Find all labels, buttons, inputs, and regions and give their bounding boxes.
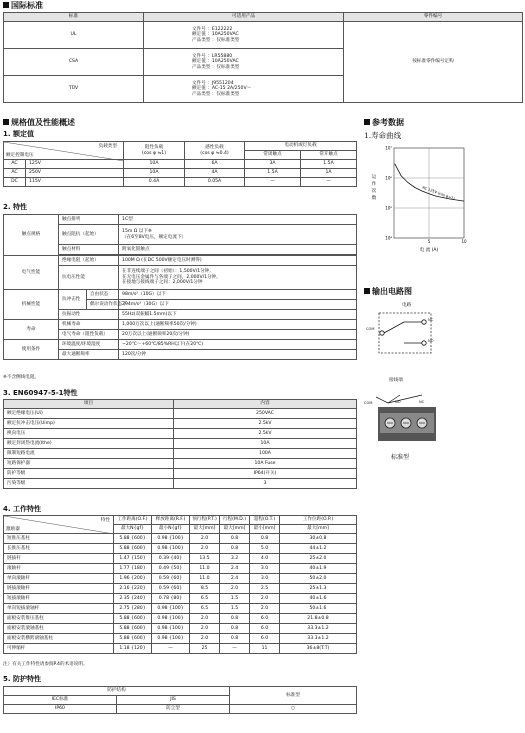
op-value: 50±1.6	[280, 604, 357, 614]
op-value: 0.98 {100}	[152, 614, 190, 624]
op-value: —	[152, 644, 190, 654]
life-curve-subtitle: 1.寿命曲线	[364, 131, 402, 140]
diagonal-line	[4, 516, 114, 534]
circuit-label: 电路	[402, 303, 412, 308]
motor-lamp-header: 电动机或灯负载	[245, 142, 357, 151]
op-value: 1.5	[220, 594, 250, 604]
y-axis-label: 数	[371, 196, 377, 201]
op-value: 2.0	[190, 534, 220, 544]
op-value: 25±1.3	[280, 584, 357, 594]
part-number-note: 按标准零件编号定购	[344, 22, 523, 103]
op-value: 0.8	[220, 634, 250, 644]
table-row	[4, 644, 357, 654]
actuator-name: 短推压基柱	[4, 534, 114, 544]
char-note: ※不含侧线电阻。	[3, 375, 40, 380]
standard-detail: 文件号 ：LR55880 额定值 ：10A250VAC 产品类型 ：仅标准类型	[144, 49, 344, 76]
com-terminal-label: COM	[366, 327, 375, 331]
square-bullet-icon	[364, 288, 370, 294]
op-value: 5.88 {600}	[114, 534, 152, 544]
op-value: 1.47 {150}	[114, 554, 152, 564]
terminal-no-label: NO	[395, 400, 401, 404]
op-value: 2.0	[250, 604, 280, 614]
op-value: 3.2	[220, 554, 250, 564]
y-tick-label: 10⁷	[385, 145, 392, 151]
op-value: 40±1.6	[280, 594, 357, 604]
table-header: 标准	[4, 13, 144, 22]
op-value: 33.3±1.2	[280, 634, 357, 644]
characteristics-table: 触点规格 触点排列 1C型 触点阻抗（起始） 15m Ω 以下※ （在6至8V电压，额定电流下） 触点材料 附氧化银触点 电气性能 绝缘电阻（起始） 100M Ω (在DC 500V额定电压时测得) 抗电压性能 在非连续端子之间（初始）：1,500V/1分钟, 在无电压金属件与各端子之间，2,000V/1分钟, 在接地与接线端子之间：2,000V/1分钟 机械性能 抗冲击性 自由状态 98m/s²（10G）以下 偶尔误动作状态下 294m/s²（30G）以下 抗振动性 55Hz(双振幅1.5mm)以下 寿命 机械寿命 1,000万次以上(通断频率50次/分钟) 电气寿命（阻性负载） 20万次以上(通断频率20次/分钟) 使用条件 环境温度/环境湿度 −20℃～+60℃/85%RH以下(在20℃) 最大通断频率 120次/分钟	[3, 214, 357, 360]
op-value: 2.0	[190, 614, 220, 624]
op-value: 0.59 {60}	[152, 574, 190, 584]
nc-header: 常闭触点	[245, 151, 301, 160]
table-header: 零件编号	[344, 13, 523, 22]
op-value: 6.0	[250, 614, 280, 624]
op-value: 0.98 {100}	[152, 604, 190, 614]
op-value: 2.0	[190, 634, 220, 644]
op-value: 0.98 {100}	[152, 534, 190, 544]
table-row	[4, 604, 357, 614]
standard-detail: 文件号 ：E122222 额定值 ：10A250VAC 产品类型 ：仅标准类型	[144, 22, 344, 49]
op-value: 44±1.2	[280, 544, 357, 554]
op-value: 30±0.8	[280, 534, 357, 544]
op-value: 0.78 {80}	[152, 594, 190, 604]
op-value: 11	[250, 644, 280, 654]
op-value: 0.59 {60}	[152, 584, 190, 594]
table-row	[4, 554, 357, 564]
op-value: 2.4	[220, 564, 250, 574]
op-value: 13.5	[190, 554, 220, 564]
rating-corner: 负载类型 额定控制电压	[4, 142, 124, 160]
section-standards-title: 国际标准	[3, 1, 43, 10]
table-row	[4, 584, 357, 594]
standard-name: TÜV	[4, 76, 144, 103]
actuator-name: 滚轴杆	[4, 564, 114, 574]
actuator-name: 面板安装横跨滚轴基柱	[4, 634, 114, 644]
square-bullet-icon	[3, 2, 9, 8]
op-value: 3.0	[250, 564, 280, 574]
op-corner: 特性 激励器	[4, 516, 114, 534]
section-ref-title: 参考数据	[364, 118, 404, 127]
op-value: 0.8	[220, 614, 250, 624]
terminal-label: 接线端	[389, 378, 403, 383]
op-value: 2.0	[190, 544, 220, 554]
rating-table: 负载类型 额定控制电压 阻性负载 (cos φ ≒1) 感性负载 (cos φ ≒0.4) 电动机或灯负载 常闭触点 常开触点 AC 125V 10A 6A 3A 1.5A AC 250V 10A 4A 1.5A 1A DC 115V 0.4A 0.05A — —	[3, 141, 357, 187]
op-value: 2.0	[190, 624, 220, 634]
y-axis-label: 运	[371, 175, 377, 180]
en60947-table: 项目 内容 额定绝缘电压(Ui) 250VAC 额定抗冲击电压(Uimp) 2.5kV 换向电压 2.5kV 额定封闭热电流(Ithe) 10A 限制短路电流 100A 短路保护器 10A Fuse 防护等级 IP64(开关) 污染等级 3	[3, 399, 357, 489]
terminal-diagram	[362, 385, 442, 447]
prot-title: 5. 防护特性	[3, 675, 41, 683]
op-value: 0.39 {40}	[152, 554, 190, 564]
op-value: 1.96 {200}	[114, 574, 152, 584]
op-value: 0.8	[250, 534, 280, 544]
terminal-com-label: COM	[364, 401, 373, 405]
table-row	[4, 634, 357, 644]
op-value: 6.5	[190, 604, 220, 614]
op-value: 4.0	[250, 554, 280, 564]
table-row	[4, 614, 357, 624]
actuator-name: 链拔杆	[4, 554, 114, 564]
inductive-load-header: 感性负载 (cos φ ≒0.4)	[185, 142, 245, 160]
op-value: 2.0	[250, 594, 280, 604]
y-tick-label: 10⁴	[385, 235, 392, 241]
op-value: 36±8(T.T)	[280, 644, 357, 654]
en-title: 3. EN60947-5-1特性	[3, 389, 78, 397]
y-axis-label: 作	[371, 182, 377, 187]
char-title: 2. 特性	[3, 203, 27, 211]
x-axis-label: 电 流 (A)	[419, 248, 439, 253]
protection-table: 防护结构 标准型 IEC标准 JIS IP60 防尘型 ○	[3, 686, 357, 714]
life-curve-chart	[364, 140, 474, 262]
y-tick-label: 10⁵	[385, 205, 392, 211]
section-spec-title: 规格值及性能概述	[3, 118, 75, 127]
op-value: 5.0	[250, 544, 280, 554]
standard-name: UL	[4, 22, 144, 49]
op-value: 2.0	[220, 584, 250, 594]
table-header: 可适用产品	[144, 13, 344, 22]
y-axis-label: 次	[371, 189, 377, 194]
op-value: 5.88 {600}	[114, 634, 152, 644]
op-value: 0.8	[220, 624, 250, 634]
standard-name: CSA	[4, 49, 144, 76]
op-value: 11.0	[190, 574, 220, 584]
actuator-name: 链拔滚轴杆	[4, 584, 114, 594]
section-circuit-title: 输出电路图	[364, 287, 412, 296]
series-line	[395, 164, 464, 201]
standards-table	[3, 12, 523, 103]
actuator-name: 短拔滚轴杆	[4, 594, 114, 604]
rating-title: 1. 额定值	[3, 130, 34, 138]
op-value: 5.88 {600}	[114, 544, 152, 554]
terminal-nc-label: NC	[419, 400, 425, 404]
actuator-name: 面板安装滚轴基柱	[4, 624, 114, 634]
op-value: 21.8±0.8	[280, 614, 357, 624]
op-value: 25±2.0	[280, 554, 357, 564]
op-value: 2.75 {280}	[114, 604, 152, 614]
op-value: 1.77 {180}	[114, 564, 152, 574]
op-value: 0.98 {100}	[152, 544, 190, 554]
series-label: AC 125V (cos φ=1)	[421, 185, 456, 201]
op-value: 0.98 {100}	[152, 624, 190, 634]
square-bullet-icon	[3, 119, 9, 125]
op-title: 4. 工作特性	[3, 505, 41, 513]
op-value: 3.0	[250, 574, 280, 584]
circuit-diagram	[368, 308, 448, 368]
op-value: 6.5	[190, 594, 220, 604]
op-value: 2.16 {220}	[114, 584, 152, 594]
op-value: 0.8	[220, 544, 250, 554]
op-value: 40±1.9	[280, 564, 357, 574]
x-tick-label: 10	[461, 239, 467, 244]
actuator-name: 单向滚轴杆	[4, 574, 114, 584]
table-row	[4, 574, 357, 584]
op-value: 25	[190, 644, 220, 654]
nc-terminal-label: NC	[428, 318, 434, 322]
square-bullet-icon	[364, 119, 370, 125]
operating-table: 特性 激励器 工作距离(O.F.) 释放距离(R.F.) 预行程(P.T.) 行程(M.D.) 超程(O.T.) 工作位距(O.P.) 最大N{gf} 最小N{gf} 最大[mm] 最大[mm] 最小[mm] 最大[mm] 短推压基柱 5.88 {600} 0.98 {100} 2.0 0.8 0.8 30±0.8 长推压基柱 5.88 {600} 0.98 {100} 2.0 0.8 5.0 44±1.2 链拔杆 1.47 {150} 0.39 {40} 13.5 3.2 4.0 25±2.0 滚轴杆 1.77 {180} 0.49 {50} 11.0 2.4 3.0 40±1.9 单向滚轴杆 1.96 {200} 0.59 {60} 11.0 2.4 3.0 50±2.0 链拔滚轴杆 2.16 {220} 0.59 {60} 8.5 2.0 2.5 25±1.3 短拔滚轴杆 2.35 {240} 0.78 {80} 6.5 1.5 2.0 40±1.6 单向短拔滚轴杆 2.75 {280} 0.98 {100} 6.5 1.5 2.0 50±1.6 面板安装推压基柱 5.88 {600} 0.98 {100} 2.0 0.8 6.0 21.8±0.8 面板安装滚轴基柱 5.88 {600} 0.98 {100} 2.0 0.8 6.0 33.3±1.2 面板安装横跨滚轴基柱 5.88 {600} 0.98 {100} 2.0 0.8 6.0 33.3±1.2 可伸缩杆 1.18 {120} — 25 — 11 36±8(T.T)	[3, 515, 357, 654]
y-tick-label: 10⁶	[385, 175, 392, 181]
op-note: 注）有关工作特性请参阅P.4的术语说明。	[3, 662, 88, 667]
table-row	[4, 564, 357, 574]
op-value: 6.0	[250, 634, 280, 644]
table-row	[4, 594, 357, 604]
resistive-load-header: 阻性负载 (cos φ ≒1)	[124, 142, 185, 160]
no-terminal-label: NO	[428, 339, 434, 343]
op-value: 1.18 {120}	[114, 644, 152, 654]
table-row	[4, 534, 357, 544]
actuator-name: 可伸缩杆	[4, 644, 114, 654]
op-value: 50±2.0	[280, 574, 357, 584]
actuator-name: 单向短拔滚轴杆	[4, 604, 114, 614]
op-value: 1.5	[220, 604, 250, 614]
no-header: 常开触点	[301, 151, 357, 160]
circuit-caption: 标准型	[391, 454, 410, 461]
table-row	[4, 624, 357, 634]
op-value: 6.0	[250, 624, 280, 634]
actuator-name: 面板安装推压基柱	[4, 614, 114, 624]
op-value: 0.49 {50}	[152, 564, 190, 574]
op-value: 0.8	[220, 534, 250, 544]
op-value: 2.35 {240}	[114, 594, 152, 604]
op-value: 5.88 {600}	[114, 624, 152, 634]
op-value: 5.88 {600}	[114, 614, 152, 624]
op-value: 0.98 {100}	[152, 634, 190, 644]
op-value: —	[220, 644, 250, 654]
op-value: 8.5	[190, 584, 220, 594]
op-value: 2.5	[250, 584, 280, 594]
actuator-name: 长推压基柱	[4, 544, 114, 554]
standard-detail: 文件号 ：J9551204 额定值 ：AC-15 2A/250V～ 产品类型 ：仅标准类型	[144, 76, 344, 103]
op-value: 33.3±1.2	[280, 624, 357, 634]
op-value: 2.4	[220, 574, 250, 584]
op-value: 11.0	[190, 564, 220, 574]
x-tick-label: 5	[427, 239, 431, 244]
table-row	[4, 544, 357, 554]
